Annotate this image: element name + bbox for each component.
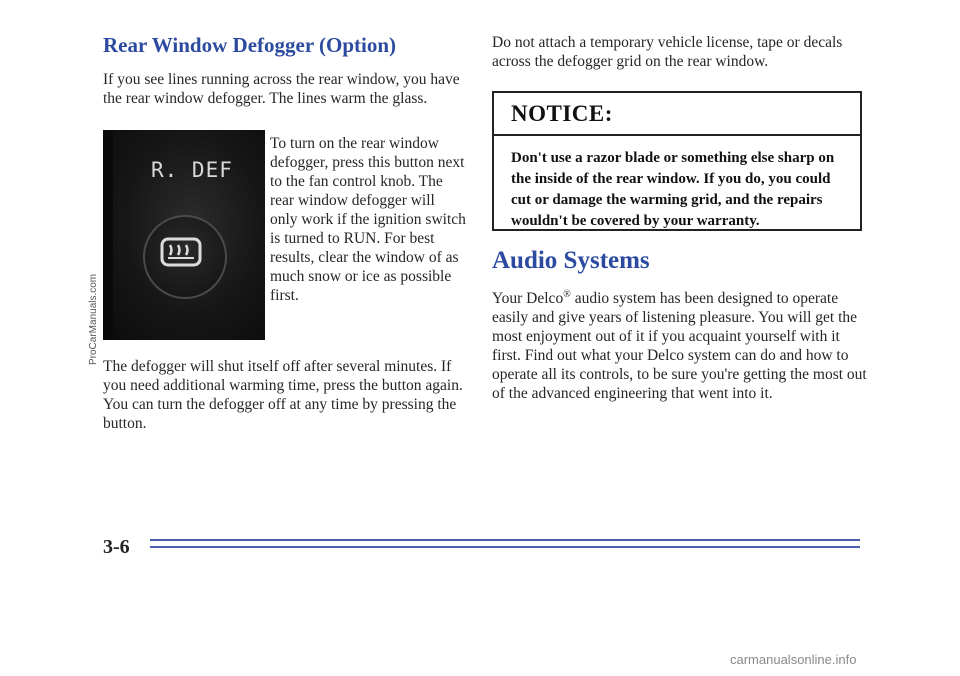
registered-mark: ® bbox=[563, 289, 571, 300]
defogger-instructions: To turn on the rear window defogger, press this button next to the fan control knob. The rear window defogger will only work if the ignition switch is turned to RUN. For best results, clear the window of as much snow or ice as possible first. bbox=[270, 135, 466, 304]
audio-systems-text bbox=[492, 285, 872, 403]
notice-header bbox=[494, 93, 860, 136]
audio-systems-heading: Audio Systems bbox=[492, 247, 650, 274]
defogger-button-photo bbox=[103, 130, 265, 340]
watermark: carmanualsonline.info bbox=[730, 652, 857, 667]
notice-box bbox=[492, 91, 862, 231]
defogger-intro-text: If you see lines running across the rear window, you have the rear window defogger. The lines warm the glass. bbox=[103, 71, 460, 107]
audio-text-pre: Your Delco bbox=[492, 290, 564, 308]
notice-body: Don't use a razor blade or something else sharp on the inside of the rear window. If you do, you could cut or damage the warming grid, and the repairs wouldn't be covered by your warranty. bbox=[511, 150, 835, 229]
rear-window-defogger-heading: Rear Window Defogger (Option) bbox=[103, 33, 397, 57]
page-number: 3-6 bbox=[103, 536, 130, 558]
defogger-shutoff-text: The defogger will shut itself off after several minutes. If you need additional warming time, press the button again. You can turn the defogger off at any time by pressing the button. bbox=[103, 358, 463, 432]
photo-shadow bbox=[103, 130, 113, 340]
footer-rule-bottom bbox=[150, 546, 860, 548]
margin-code: ProCarManuals.com bbox=[88, 273, 99, 365]
rear-defrost-icon bbox=[159, 236, 203, 270]
footer-rule-top bbox=[150, 539, 860, 541]
rdef-label: R. DEF bbox=[151, 158, 233, 182]
license-warning-text: Do not attach a temporary vehicle license, tape or decals across the defogger grid on the rear window. bbox=[492, 34, 843, 70]
notice-title: NOTICE: bbox=[511, 101, 613, 126]
audio-text-post: audio system has been designed to operate easily and give years of listening pleasure. You will get the most enjoyment out of it if you acquaint yourself with it first. Find out what your Delco system can do and how to operate all its controls, to be sure you're getting the most out of the advanced engineering that went into it. bbox=[492, 290, 867, 403]
